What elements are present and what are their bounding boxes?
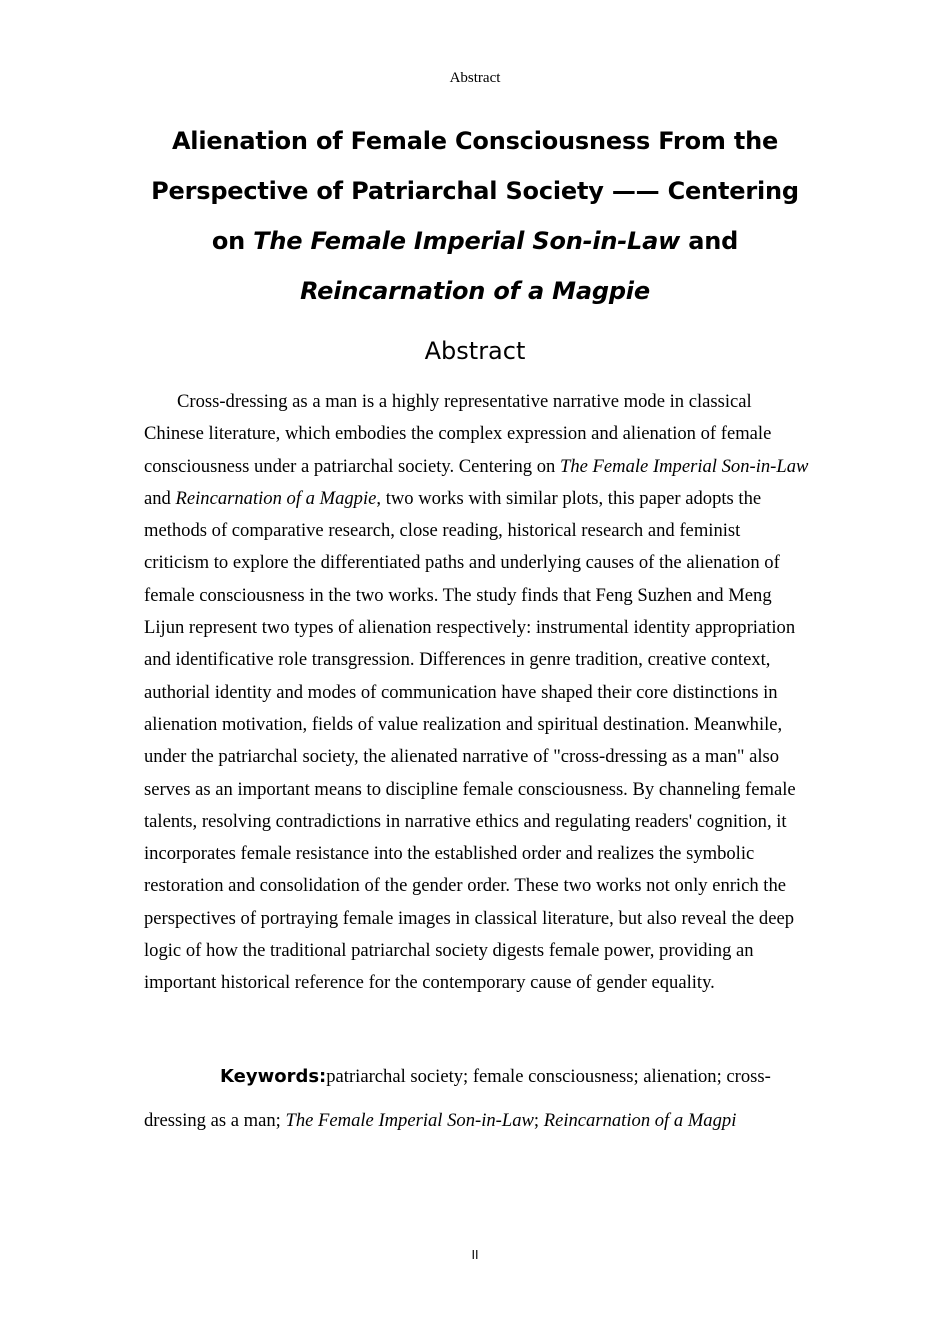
title-connector: and: [680, 227, 739, 255]
section-heading: Abstract: [424, 337, 526, 365]
abstract-text-1: Cross-dressing as a man is a highly representative narrative mode in classical Chinese literature, which embodies the complex expression and alienation of female consciousness under a patriarchal society. Centering on: [144, 391, 772, 477]
keywords-paragraph: [144, 1055, 810, 1143]
keywords-terms: patriarchal society; female consciousness; alienation; cross-dressing as a man;: [144, 1066, 771, 1131]
abstract-work-1: The Female Imperial Son-in-Law: [560, 455, 809, 477]
title-work-1: The Female Imperial Son-in-Law: [253, 227, 681, 255]
title-text: Alienation of Female Consciousness From the Perspective of Patriarchal Society —— Centering on: [151, 127, 799, 255]
abstract-text-2: and: [144, 487, 176, 509]
thesis-title: [138, 116, 812, 316]
abstract-paragraph: [144, 386, 810, 1000]
keywords-separator: ;: [533, 1110, 544, 1131]
running-header: Abstract: [449, 70, 501, 86]
title-work-2: Reincarnation of a Magpie: [300, 277, 650, 305]
keywords-work-2: Reincarnation of a Magpi: [543, 1110, 737, 1131]
page-number: II: [471, 1248, 479, 1262]
keywords-label: Keywords:: [220, 1066, 327, 1087]
abstract-text-3: , two works with similar plots, this paper adopts the methods of comparative research, close reading, historical research and feminist criticism to explore the differentiated paths and underlying causes of the alienation of female consciousness in the two works. The study finds that Feng Suzhen and Meng Lijun represent two types of alienation respectively: instrumental identity appropriation and identificative role transgression. Differences in genre tradition, creative context, authorial identity and modes of communication have shaped their core distinctions in alienation motivation, fields of value realization and spiritual destination. Meanwhile, under the patriarchal society, the alienated narrative of "cross-dressing as a man" also serves as an important means to discipline female consciousness. By channeling female talents, resolving contradictions in narrative ethics and regulating readers' cognition, it incorporates female resistance into the established order and realizes the symbolic restoration and consolidation of the gender order. These two works not only enrich the perspectives of portraying female images in classical literature, but also reveal the deep logic of how the traditional patriarchal society digests female power, providing an important historical reference for the contemporary cause of gender equality.: [144, 487, 796, 994]
keywords-work-1: The Female Imperial Son-in-Law: [285, 1110, 534, 1131]
abstract-work-2: Reincarnation of a Magpie: [175, 487, 377, 509]
